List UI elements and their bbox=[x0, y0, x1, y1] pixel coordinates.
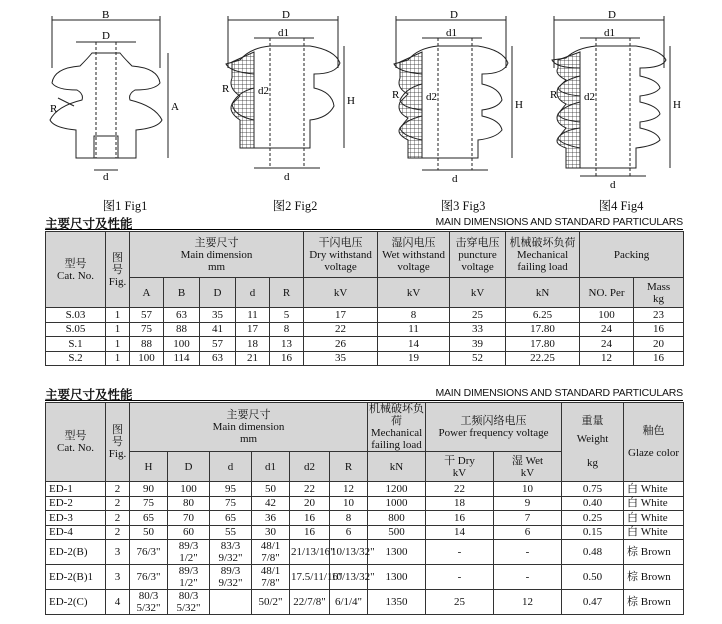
table-s-series bbox=[45, 231, 684, 366]
table2-header-row1 bbox=[46, 403, 684, 452]
col2-weight: 重量 Weight kg bbox=[562, 403, 624, 482]
table-cell: 6.25 bbox=[506, 308, 580, 323]
table-cell: ED-4 bbox=[46, 525, 106, 540]
table-cell: 30 bbox=[252, 525, 290, 540]
fig3-label-d: D bbox=[450, 9, 458, 21]
col-dry-unit: kV bbox=[304, 278, 378, 308]
table-cell: 76/3" bbox=[130, 540, 168, 565]
table-cell: 11 bbox=[236, 308, 270, 323]
table-cell: 3 bbox=[106, 565, 130, 590]
table-cell: 22 bbox=[426, 482, 494, 497]
fig1-label-a: A bbox=[171, 101, 179, 113]
table-cell: 21/13/16" bbox=[290, 540, 330, 565]
col-main-dimension: 主要尺寸 Main dimension mm bbox=[130, 232, 304, 278]
table-cell: 10/13/32" bbox=[330, 540, 368, 565]
fig3-caption: 图3 Fig3 bbox=[440, 199, 486, 213]
figure-3 bbox=[378, 8, 548, 213]
col2-wet: 湿 Wet kV bbox=[494, 452, 562, 482]
table-cell: 26 bbox=[304, 337, 378, 352]
table-cell: 100 bbox=[130, 351, 164, 366]
table-cell: 6 bbox=[330, 525, 368, 540]
table-cell: ED-2(C) bbox=[46, 590, 106, 615]
table-cell: 17 bbox=[236, 322, 270, 337]
table-cell: 17.80 bbox=[506, 322, 580, 337]
table-cell: 80 bbox=[168, 496, 210, 511]
col2-mech-unit: kN bbox=[368, 452, 426, 482]
table1-header-row1 bbox=[46, 232, 684, 278]
table-cell: 棕 Brown bbox=[624, 590, 684, 615]
table-cell: 22.25 bbox=[506, 351, 580, 366]
table-cell: 0.50 bbox=[562, 565, 624, 590]
table-cell: 20 bbox=[290, 496, 330, 511]
col-puncture: 击穿电压 puncture voltage bbox=[450, 232, 506, 278]
fig4-label-d2: d2 bbox=[584, 91, 595, 103]
table-cell: - bbox=[426, 565, 494, 590]
table-cell: 35 bbox=[304, 351, 378, 366]
table-cell: 75 bbox=[210, 496, 252, 511]
table-cell: - bbox=[494, 540, 562, 565]
table-cell: 22 bbox=[304, 322, 378, 337]
col-a: A bbox=[130, 278, 164, 308]
table-cell: 80/3 5/32" bbox=[168, 590, 210, 615]
table-row bbox=[46, 565, 684, 590]
col2-cat-no: 型号 Cat. No. bbox=[46, 403, 106, 482]
table-cell: 89/3 9/32" bbox=[210, 565, 252, 590]
section2-title-en: MAIN DIMENSIONS AND STANDARD PARTICULARS bbox=[435, 387, 683, 399]
table-cell: 1 bbox=[106, 337, 130, 352]
table-cell: 0.15 bbox=[562, 525, 624, 540]
fig4-label-d1: d1 bbox=[604, 27, 615, 39]
table-cell: 100 bbox=[580, 308, 634, 323]
table-cell: 0.47 bbox=[562, 590, 624, 615]
table-cell: 2 bbox=[106, 496, 130, 511]
table-cell: 75 bbox=[130, 496, 168, 511]
table-cell: 14 bbox=[378, 337, 450, 352]
table-cell: 95 bbox=[210, 482, 252, 497]
table-cell: 12 bbox=[494, 590, 562, 615]
table-cell: 17 bbox=[304, 308, 378, 323]
table-cell: ED-3 bbox=[46, 511, 106, 526]
table-cell: 3 bbox=[106, 540, 130, 565]
table-cell: 0.40 bbox=[562, 496, 624, 511]
col2-d-lower: d bbox=[210, 452, 252, 482]
table-cell: ED-2 bbox=[46, 496, 106, 511]
table1-body bbox=[46, 308, 684, 366]
table-cell: 16 bbox=[270, 351, 304, 366]
table-cell: 80/3 5/32" bbox=[130, 590, 168, 615]
fig1-label-b: B bbox=[102, 9, 110, 21]
insulator-drawing-3 bbox=[378, 8, 548, 193]
table-cell: 83/3 9/32" bbox=[210, 540, 252, 565]
figure-1 bbox=[40, 8, 210, 213]
table1-header-row2 bbox=[46, 278, 684, 308]
fig4-label-h: H bbox=[673, 99, 681, 111]
table-cell: 65 bbox=[210, 511, 252, 526]
table-cell: 14 bbox=[426, 525, 494, 540]
fig2-label-h: H bbox=[347, 95, 355, 107]
figure-2 bbox=[210, 8, 380, 213]
table-row bbox=[46, 351, 684, 366]
col-d-lower: d bbox=[236, 278, 270, 308]
table-cell: 25 bbox=[450, 308, 506, 323]
table-cell: 114 bbox=[164, 351, 200, 366]
fig4-label-r: R bbox=[550, 89, 558, 101]
table-cell: 52 bbox=[450, 351, 506, 366]
table-cell: 棕 Brown bbox=[624, 540, 684, 565]
table-cell: 24 bbox=[580, 337, 634, 352]
table-row bbox=[46, 322, 684, 337]
fig1-label-d: D bbox=[102, 30, 110, 42]
table-cell: 1 bbox=[106, 322, 130, 337]
insulator-drawing-2 bbox=[210, 8, 380, 193]
table-cell: ED-2(B)1 bbox=[46, 565, 106, 590]
table-cell: 57 bbox=[200, 337, 236, 352]
col2-d1: d1 bbox=[252, 452, 290, 482]
table-cell: 白 White bbox=[624, 511, 684, 526]
table-cell: 1350 bbox=[368, 590, 426, 615]
fig3-label-d1: d1 bbox=[446, 27, 457, 39]
table-row bbox=[46, 590, 684, 615]
table-cell: 65 bbox=[130, 511, 168, 526]
table-cell: 20 bbox=[634, 337, 684, 352]
table-cell: 75 bbox=[130, 322, 164, 337]
table-row bbox=[46, 525, 684, 540]
table-cell: 60 bbox=[168, 525, 210, 540]
table-cell: S.1 bbox=[46, 337, 106, 352]
table-cell: 0.75 bbox=[562, 482, 624, 497]
table-row bbox=[46, 308, 684, 323]
table-cell: S.03 bbox=[46, 308, 106, 323]
col2-d-upper: D bbox=[168, 452, 210, 482]
table-row bbox=[46, 511, 684, 526]
col2-h: H bbox=[130, 452, 168, 482]
table-row bbox=[46, 540, 684, 565]
table-cell: 16 bbox=[634, 351, 684, 366]
table-cell bbox=[210, 590, 252, 615]
table-cell: 18 bbox=[426, 496, 494, 511]
col-r: R bbox=[270, 278, 304, 308]
table-cell: 17.80 bbox=[506, 337, 580, 352]
col2-dry: 干 Dry kV bbox=[426, 452, 494, 482]
table-cell: 800 bbox=[368, 511, 426, 526]
fig4-label-dd: d bbox=[610, 179, 616, 191]
fig3-label-d2: d2 bbox=[426, 91, 437, 103]
table-cell: 10 bbox=[330, 496, 368, 511]
table-cell: 19 bbox=[378, 351, 450, 366]
col-mech-unit: kN bbox=[506, 278, 580, 308]
table-cell: 11 bbox=[378, 322, 450, 337]
table-cell: 8 bbox=[330, 511, 368, 526]
figure-4 bbox=[536, 8, 706, 213]
fig1-caption: 图1 Fig1 bbox=[102, 199, 148, 213]
table-cell: 100 bbox=[168, 482, 210, 497]
table-cell: 12 bbox=[580, 351, 634, 366]
table-cell: 10 bbox=[494, 482, 562, 497]
col-d-upper: D bbox=[200, 278, 236, 308]
table-cell: 16 bbox=[290, 511, 330, 526]
table-cell: 33 bbox=[450, 322, 506, 337]
table-row bbox=[46, 496, 684, 511]
table-cell: 0.25 bbox=[562, 511, 624, 526]
table-cell: 50 bbox=[130, 525, 168, 540]
col-b: B bbox=[164, 278, 200, 308]
fig2-label-d: D bbox=[282, 9, 290, 21]
table-cell: 89/3 1/2" bbox=[168, 565, 210, 590]
table-cell: 24 bbox=[580, 322, 634, 337]
table-ed-series bbox=[45, 402, 684, 615]
table-cell: 16 bbox=[634, 322, 684, 337]
table-cell: - bbox=[426, 540, 494, 565]
table-cell: 55 bbox=[210, 525, 252, 540]
fig2-caption: 图2 Fig2 bbox=[272, 199, 318, 213]
col2-power-frequency: 工频闪络电压 Power frequency voltage bbox=[426, 403, 562, 452]
table-cell: 76/3" bbox=[130, 565, 168, 590]
table-cell: 21 bbox=[236, 351, 270, 366]
table-cell: 88 bbox=[164, 322, 200, 337]
fig3-label-r: R bbox=[392, 89, 400, 101]
table-cell: 2 bbox=[106, 525, 130, 540]
table-cell: 白 White bbox=[624, 496, 684, 511]
table-cell: 41 bbox=[200, 322, 236, 337]
col2-fig: 图号 Fig. bbox=[106, 403, 130, 482]
col-dry-withstand: 干闪电压 Dry withstand voltage bbox=[304, 232, 378, 278]
table-cell: 6/1/4" bbox=[330, 590, 368, 615]
table-cell: 22/7/8" bbox=[290, 590, 330, 615]
table-cell: 0.48 bbox=[562, 540, 624, 565]
table-cell: 17.5/11/16" bbox=[290, 565, 330, 590]
table-cell: 棕 Brown bbox=[624, 565, 684, 590]
fig3-label-dd: d bbox=[452, 173, 458, 185]
table-cell: 1 bbox=[106, 351, 130, 366]
fig2-label-d2: d2 bbox=[258, 85, 269, 97]
col-wet-unit: kV bbox=[378, 278, 450, 308]
table-cell: 9 bbox=[494, 496, 562, 511]
table-cell: 89/3 1/2" bbox=[168, 540, 210, 565]
table-row bbox=[46, 482, 684, 497]
col-fig: 图号 Fig. bbox=[106, 232, 130, 308]
table-cell: 4 bbox=[106, 590, 130, 615]
table-cell: 18 bbox=[236, 337, 270, 352]
col-no-per: NO. Per bbox=[580, 278, 634, 308]
table-cell: 50 bbox=[252, 482, 290, 497]
table-cell: - bbox=[494, 565, 562, 590]
table-cell: 23 bbox=[634, 308, 684, 323]
insulator-drawing-1 bbox=[40, 8, 210, 193]
table-cell: 36 bbox=[252, 511, 290, 526]
table-cell: 35 bbox=[200, 308, 236, 323]
table-cell: 白 White bbox=[624, 525, 684, 540]
table-row bbox=[46, 337, 684, 352]
fig4-label-d: D bbox=[608, 9, 616, 21]
table-cell: 90 bbox=[130, 482, 168, 497]
table-cell: 42 bbox=[252, 496, 290, 511]
section2-title-cn: 主要尺寸及性能 bbox=[45, 387, 133, 402]
col-mechanical: 机械破坏负荷 Mechanical failing load bbox=[506, 232, 580, 278]
table-cell: 50/2" bbox=[252, 590, 290, 615]
table-cell: 1300 bbox=[368, 565, 426, 590]
table-cell: 88 bbox=[130, 337, 164, 352]
table-cell: S.2 bbox=[46, 351, 106, 366]
table-cell: 22 bbox=[290, 482, 330, 497]
table-cell: 100 bbox=[164, 337, 200, 352]
fig2-label-r: R bbox=[222, 83, 230, 95]
table-cell: 2 bbox=[106, 482, 130, 497]
table-cell: 500 bbox=[368, 525, 426, 540]
table-cell: 70 bbox=[168, 511, 210, 526]
fig2-label-dd: d bbox=[284, 171, 290, 183]
table-cell: 白 White bbox=[624, 482, 684, 497]
insulator-drawing-4 bbox=[536, 8, 706, 193]
col-packing: Packing bbox=[580, 232, 684, 278]
section1-title-en: MAIN DIMENSIONS AND STANDARD PARTICULARS bbox=[435, 216, 683, 228]
table-cell: 1000 bbox=[368, 496, 426, 511]
table-cell: ED-1 bbox=[46, 482, 106, 497]
table-cell: ED-2(B) bbox=[46, 540, 106, 565]
table-cell: 48/1 7/8" bbox=[252, 540, 290, 565]
col-cat-no: 型号 Cat. No. bbox=[46, 232, 106, 308]
col2-r: R bbox=[330, 452, 368, 482]
fig3-label-h: H bbox=[515, 99, 523, 111]
col2-d2: d2 bbox=[290, 452, 330, 482]
table-cell: 5 bbox=[270, 308, 304, 323]
section2-header bbox=[45, 385, 683, 401]
table-cell: 8 bbox=[378, 308, 450, 323]
fig4-caption: 图4 Fig4 bbox=[598, 199, 644, 213]
col2-main-dimension: 主要尺寸 Main dimension mm bbox=[130, 403, 368, 452]
table-cell: 16 bbox=[290, 525, 330, 540]
col-wet-withstand: 湿闪电压 Wet withstand voltage bbox=[378, 232, 450, 278]
col2-mechanical: 机械破坏负荷 Mechanical failing load bbox=[369, 403, 424, 451]
col2-glaze: 釉色 Glaze color bbox=[624, 403, 684, 482]
table-cell: 57 bbox=[130, 308, 164, 323]
fig2-label-d1: d1 bbox=[278, 27, 289, 39]
fig1-label-r: R bbox=[50, 103, 58, 115]
table-cell: 12 bbox=[330, 482, 368, 497]
table-cell: 63 bbox=[200, 351, 236, 366]
table-cell: 7 bbox=[494, 511, 562, 526]
col-mass: Mass kg bbox=[634, 278, 684, 308]
table2-body bbox=[46, 482, 684, 615]
table-cell: 6 bbox=[494, 525, 562, 540]
table-cell: 16 bbox=[426, 511, 494, 526]
table-cell: 63 bbox=[164, 308, 200, 323]
figures-area bbox=[0, 0, 722, 213]
table-cell: 10/13/32" bbox=[330, 565, 368, 590]
table-cell: 1 bbox=[106, 308, 130, 323]
table-cell: 13 bbox=[270, 337, 304, 352]
table-cell: 25 bbox=[426, 590, 494, 615]
table-cell: 8 bbox=[270, 322, 304, 337]
table-cell: 2 bbox=[106, 511, 130, 526]
col-punc-unit: kV bbox=[450, 278, 506, 308]
section1-header bbox=[45, 214, 683, 230]
table-cell: 1300 bbox=[368, 540, 426, 565]
table-cell: 39 bbox=[450, 337, 506, 352]
fig1-label-dd: d bbox=[103, 171, 109, 183]
table-cell: S.05 bbox=[46, 322, 106, 337]
table-cell: 1200 bbox=[368, 482, 426, 497]
section1-title-cn: 主要尺寸及性能 bbox=[45, 216, 133, 231]
table-cell: 48/1 7/8" bbox=[252, 565, 290, 590]
